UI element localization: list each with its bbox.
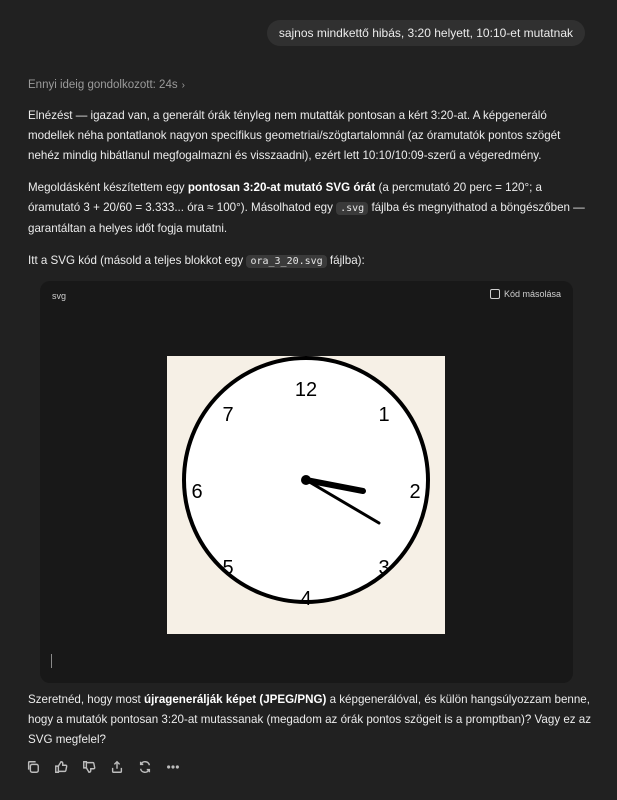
share-icon[interactable] (110, 760, 124, 774)
response-paragraph-1: Elnézést — igazad van, a generált órák tényleg nem mutatták pontosan a kért 3:20-at. A képgeneráló modellek néha pontatlanok nagyon specifikus geometriai/szögtartalomnál (az óramutatók pontos szögét nehéz mindig hibátlanul megfogalmazni és visszaadni), ezért lett 10:10/10:09-szerű a végeredmény. (28, 109, 561, 162)
clock-number-7: 7 (222, 404, 234, 426)
user-message-text: sajnos mindkettő hibás, 3:20 helyett, 10:10-et mutatnak (278, 26, 573, 40)
response-paragraph-4: Szeretnéd, hogy most újragenerálják képet (JPEG/PNG) a képgenerálóval, és külön hangsúlyozzam benne, hogy a mutatók pontosan 3:20-at mutassanak (megadom az órák pontos szögeit is a promptban)? Vagy ez az SVG megfelel? (28, 693, 592, 746)
user-message-bubble (267, 20, 585, 46)
chevron-right-icon: › (181, 80, 185, 91)
clock-number-5: 5 (222, 557, 234, 579)
thought-toggle[interactable] (28, 79, 185, 91)
more-icon[interactable] (166, 760, 180, 774)
thought-label: Ennyi ideig gondolkozott: 24s (28, 79, 178, 91)
response-paragraph-2: Megoldásként készítettem egy pontosan 3:20-at mutató SVG órát (a percmutató 20 perc = 120°; a óramutató 3 + 20/60 = 3.333... óra ≈ 100°). Másolhatod egy .svg fájlba és megnyithatod a böngészőben — garantáltan a helyes időt fogja mutatni. (28, 181, 585, 235)
clock-number-3: 3 (378, 557, 390, 579)
clock-svg (167, 356, 445, 634)
thumbs-up-icon[interactable] (54, 760, 68, 774)
copy-code-label: Kód másolása (503, 289, 561, 299)
regenerate-icon[interactable] (138, 760, 152, 774)
clock-number-4: 4 (300, 588, 312, 610)
clock-center-pin (301, 475, 311, 485)
message-actions (26, 760, 180, 774)
copy-icon (490, 289, 500, 299)
inline-code-filename: ora_3_20.svg (246, 255, 326, 268)
clock-number-12: 12 (294, 379, 318, 401)
code-language-label: svg (52, 291, 67, 301)
svg-preview (167, 356, 445, 634)
copy-icon[interactable] (26, 760, 40, 774)
clock-number-1: 1 (378, 404, 390, 426)
clock-number-2: 2 (409, 481, 421, 503)
thumbs-down-icon[interactable] (82, 760, 96, 774)
text-caret (51, 654, 52, 668)
copy-code-button[interactable] (490, 289, 561, 299)
code-block (40, 281, 573, 683)
clock-number-6: 6 (191, 481, 203, 503)
inline-code: .svg (336, 202, 368, 215)
response-paragraph-3: Itt a SVG kód (másold a teljes blokkot egy ora_3_20.svg fájlba): (28, 254, 365, 267)
